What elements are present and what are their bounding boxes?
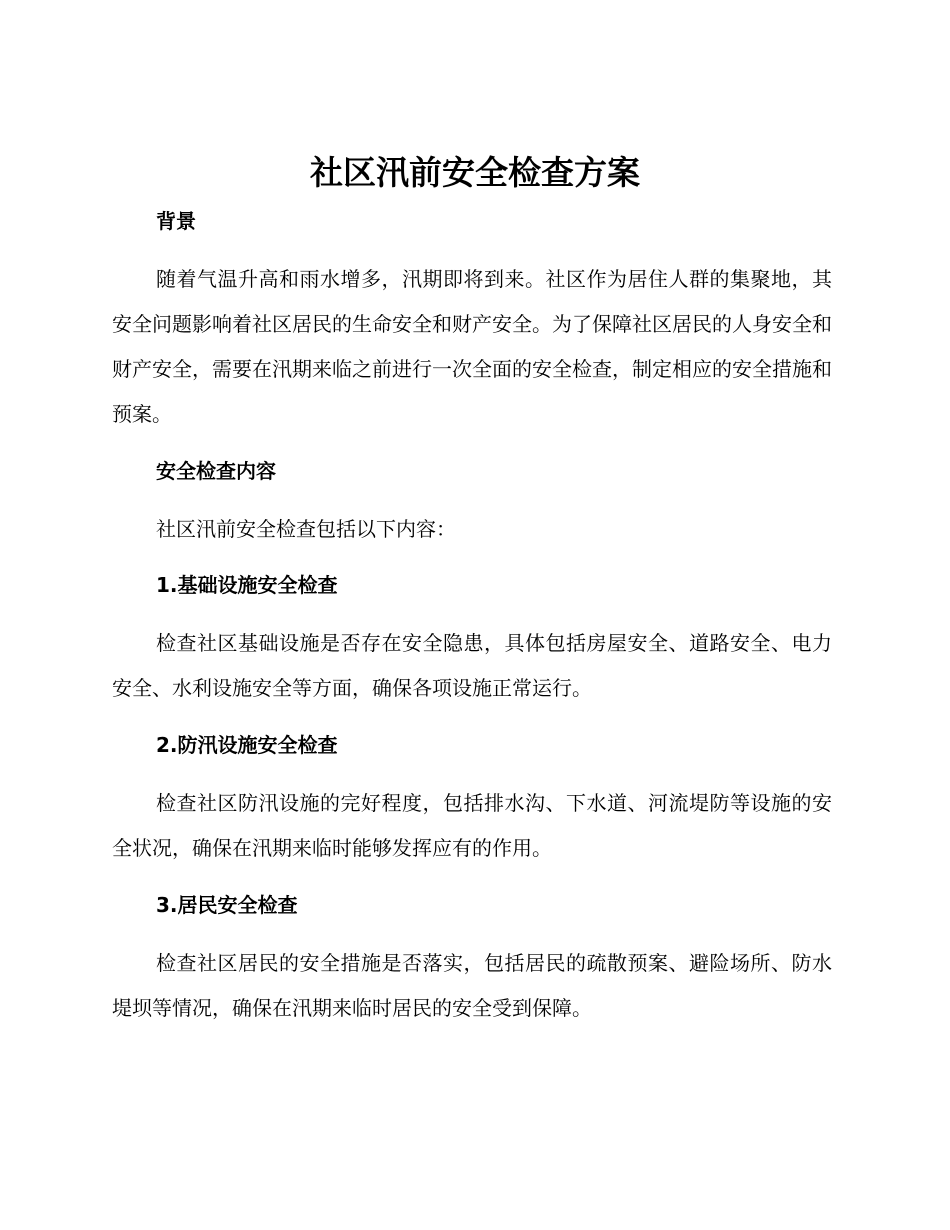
subheading-resident-safety: 3.居民安全检查 [156, 893, 298, 917]
paragraph-infrastructure: 检查社区基础设施是否存在安全隐患，具体包括房屋安全、道路安全、电力安全、水利设施安全等方面，确保各项设施正常运行。 [112, 631, 832, 700]
paragraph-background: 随着气温升高和雨水增多，汛期即将到来。社区作为居住人群的集聚地，其安全问题影响着社区居民的生命安全和财产安全。为了保障社区居民的人身安全和财产安全，需要在汛期来临之前进行一次全面的安全检查，制定相应的安全措施和预案。 [112, 267, 832, 426]
section-heading-inspection-content: 安全检查内容 [156, 459, 276, 483]
paragraph-resident-safety: 检查社区居民的安全措施是否落实，包括居民的疏散预案、避险场所、防水堤坝等情况，确保在汛期来临时居民的安全受到保障。 [112, 951, 832, 1020]
paragraph-flood-facilities: 检查社区防汛设施的完好程度，包括排水沟、下水道、河流堤防等设施的安全状况，确保在汛期来临时能够发挥应有的作用。 [112, 791, 832, 860]
paragraph-inspection-intro: 社区汛前安全检查包括以下内容： [156, 517, 456, 541]
section-heading-background: 背景 [156, 209, 196, 233]
subheading-flood-facilities: 2.防汛设施安全检查 [156, 733, 338, 757]
subheading-infrastructure: 1.基础设施安全检查 [156, 573, 338, 597]
document-title: 社区汛前安全检查方案 [310, 153, 640, 192]
